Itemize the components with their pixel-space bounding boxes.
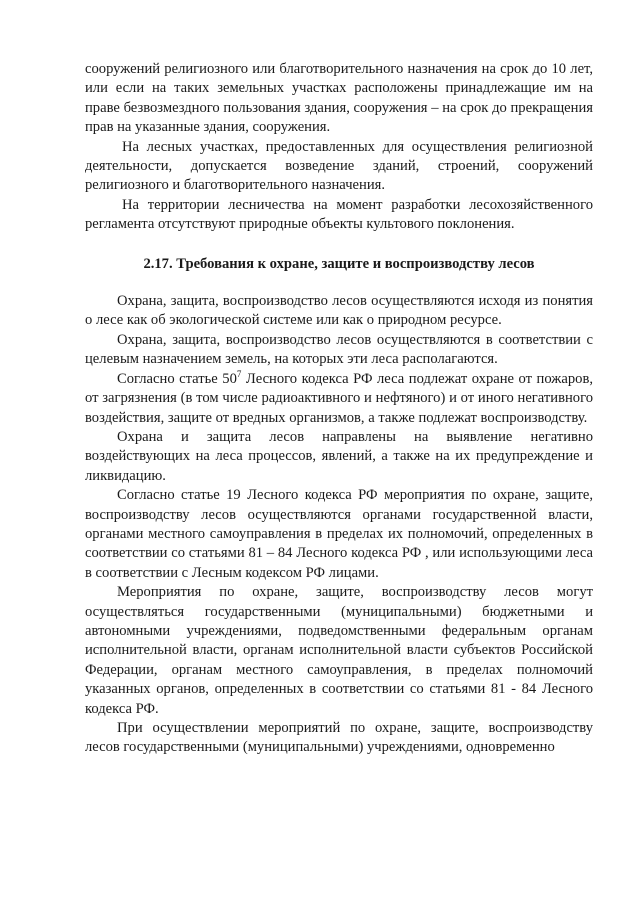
paragraph-institutions: Мероприятия по охране, защите, воспроизводству лесов могут осуществляться государственными (муниципальными) бюджетными и автономными учреждениями, подведомственными федеральным органам исполнительной власти, органам исполнительной власти субъектов Российской Федерации, органам местного самоуправления, в пределах полномочий указанных органов, определенных в соответствии со статьями 81 - 84 Лесного кодекса РФ. (85, 584, 593, 717)
paragraph-article-19: Согласно статье 19 Лесного кодекса РФ мероприятия по охране, защите, воспроизводству лесов осуществляются органами государственной власти, органами местного самоуправления в пределах их полномочий, определенных в соответствии со статьями 81 – 84 Лесного кодекса РФ , или использующими леса в соответствии с Лесным кодексом РФ лицами. (85, 487, 593, 581)
paragraph-state-institutions: При осуществлении мероприятий по охране, защите, воспроизводству лесов государственными (муниципальными) учреждениями, одновременно (85, 720, 593, 756)
document-page (85, 60, 593, 758)
article-ref-text: Согласно статье 50 (117, 370, 237, 387)
paragraph-cult-objects: На территории лесничества на момент разработки лесохозяйственного регламента отсутствуют природные объекты культового поклонения. (85, 196, 593, 233)
paragraph-religious-activity: На лесных участках, предоставленных для осуществления религиозной деятельности, допускается возведение зданий, строений, сооружений религиозного и благотворительного назначения. (85, 138, 593, 194)
paragraph-ecosystem: Охрана, защита, воспроизводство лесов осуществляются исходя из понятия о лесе как об экологической системе или как о природном ресурсе. (85, 293, 593, 329)
section-heading: 2.17. Требования к охране, защите и воспроизводству лесов (143, 255, 535, 272)
article-body-text: Лесного кодекса РФ леса подлежат охране от пожаров, от загрязнения (в том числе радиоактивного и нефтяного) и от иного негативного воздействия, защите от вредных организмов, а также подлежат воспроизводству. (85, 370, 593, 426)
paragraph-land-purpose: Охрана, защита, воспроизводство лесов осуществляются в соответствии с целевым назначением земель, на которых эти леса располагаются. (85, 331, 593, 368)
paragraph-protection-goals: Охрана и защита лесов направлены на выявление негативно воздействующих на леса процессов, явлений, а также на их предупреждение и ликвидацию. (85, 428, 593, 484)
article-superscript: 7 (236, 368, 242, 379)
paragraph-continuation: сооружений религиозного или благотворительного назначения на срок до 10 лет, или если на таких земельных участках расположены принадлежащие им на праве безвозмездного пользования здания, сооружения – на срок до прекращения прав на указанные здания, сооружения. (85, 61, 593, 136)
paragraph-article-50-7 (85, 370, 593, 428)
